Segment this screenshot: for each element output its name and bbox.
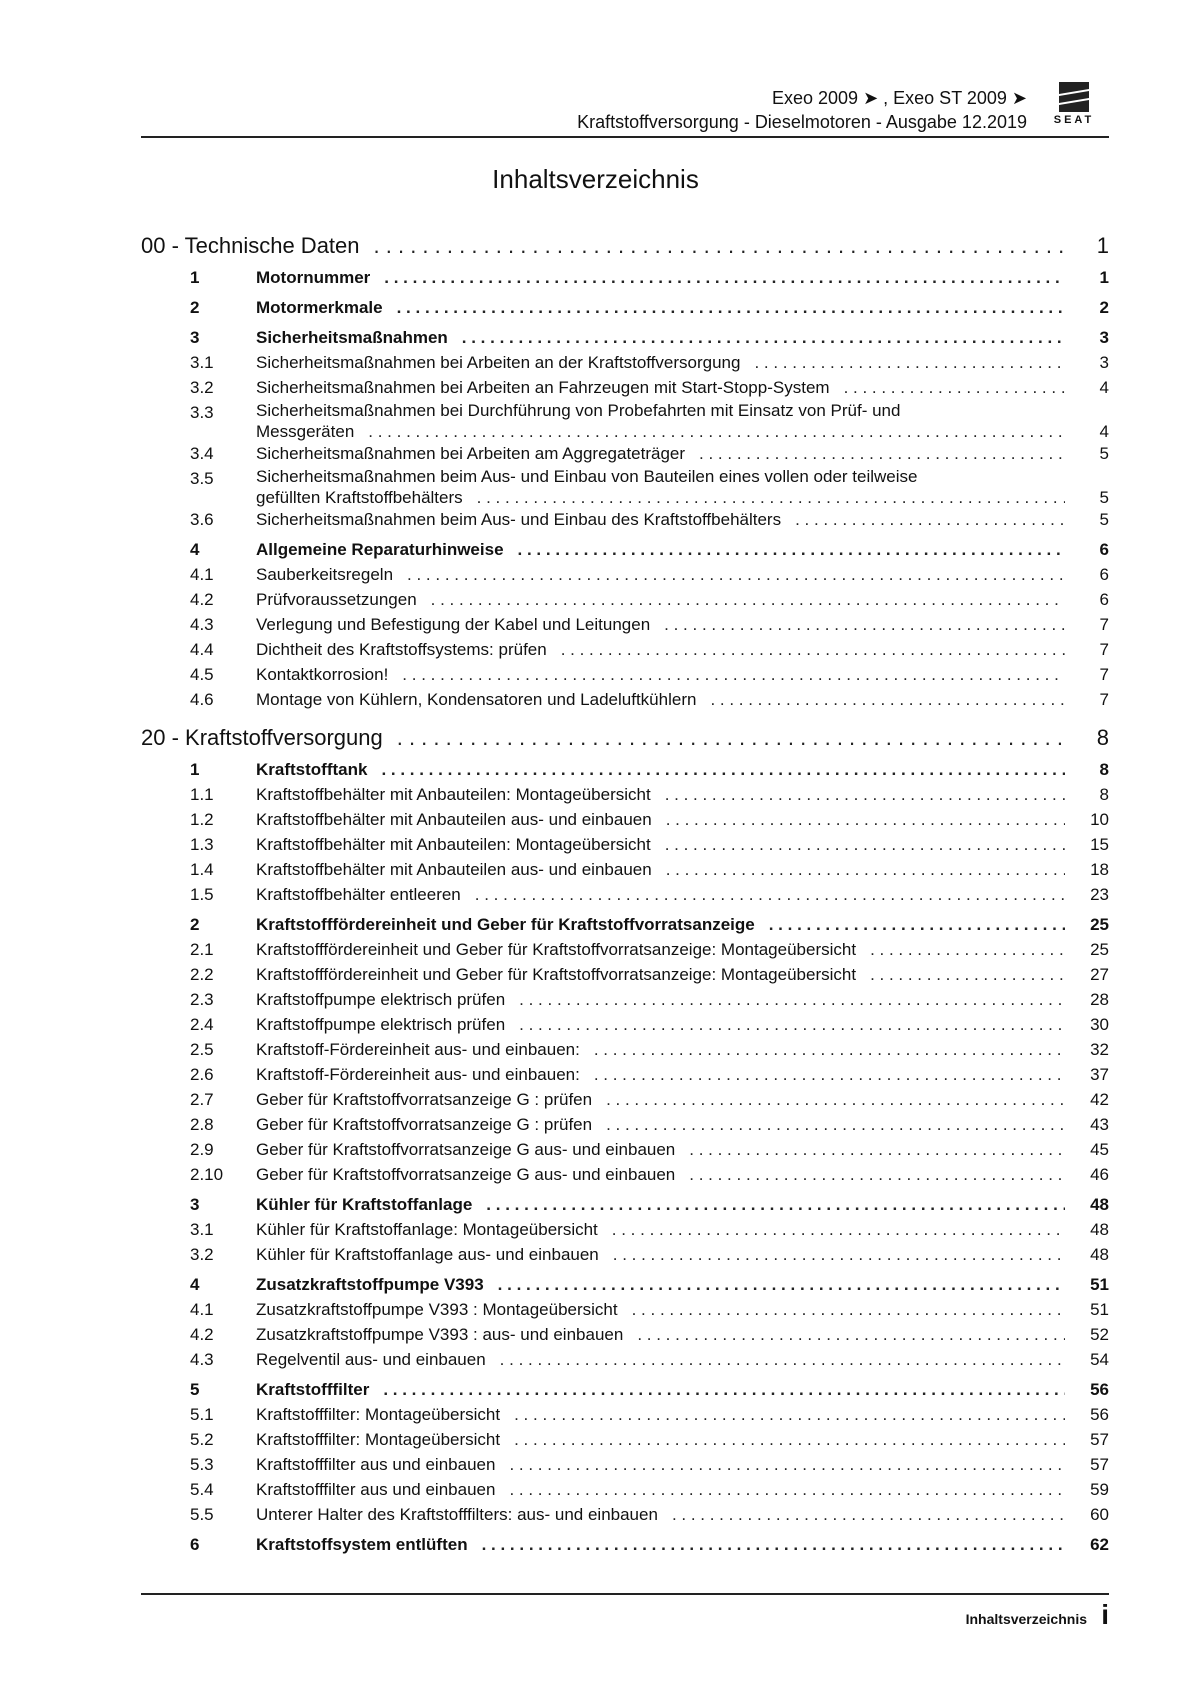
toc-entry[interactable] — [141, 782, 1109, 807]
entry-title-cont: gefüllten Kraftstoffbehälters — [256, 488, 463, 507]
entry-title: Kontaktkorrosion! — [256, 665, 389, 684]
toc-entry[interactable] — [141, 562, 1109, 587]
leader-dots — [514, 1402, 1065, 1427]
document-subtitle: Kraftstoffversorgung - Dieselmotoren - Ausgabe 12.2019 — [577, 112, 1027, 132]
entry-number: 1.1 — [190, 785, 214, 804]
entry-number: 5.1 — [190, 1405, 214, 1424]
entry-page: 48 — [1090, 1245, 1109, 1264]
entry-number: 2.2 — [190, 965, 214, 984]
entry-page: 62 — [1090, 1535, 1109, 1554]
leader-dots — [486, 1192, 1065, 1217]
entry-title: Geber für Kraftstoffvorratsanzeige G aus- und einbauen — [256, 1165, 676, 1184]
toc-entry[interactable] — [141, 375, 1109, 400]
entry-number: 4.6 — [190, 690, 214, 709]
leader-dots — [795, 507, 1065, 532]
leader-dots — [462, 325, 1065, 350]
toc-entry[interactable] — [141, 325, 1109, 350]
toc-entry[interactable] — [141, 507, 1109, 532]
entry-page: 30 — [1090, 1015, 1109, 1034]
leader-dots — [689, 1162, 1065, 1187]
entry-number: 3.5 — [190, 469, 214, 488]
leader-dots — [383, 1377, 1065, 1402]
entry-title: Allgemeine Reparaturhinweise — [256, 540, 504, 559]
leader-dots — [664, 612, 1065, 637]
entry-number: 4.1 — [190, 1300, 214, 1319]
toc-entry[interactable] — [141, 466, 1109, 507]
entry-number: 3.1 — [190, 1220, 214, 1239]
entry-title: Kraftstofffilter aus und einbauen — [256, 1480, 496, 1499]
entry-title: Sauberkeitsregeln — [256, 565, 394, 584]
entry-number: 4 — [190, 1275, 200, 1294]
page-title: Inhaltsverzeichnis — [492, 164, 699, 194]
entry-title: Sicherheitsmaßnahmen bei Arbeiten an der Kraftstoffversorgung — [256, 353, 741, 372]
entry-number: 2.9 — [190, 1140, 214, 1159]
toc-entry[interactable] — [141, 265, 1109, 290]
toc-entry[interactable] — [141, 295, 1109, 320]
chapter-title: 20 - Kraftstoffversorgung — [141, 725, 383, 750]
entry-page: 54 — [1090, 1350, 1109, 1369]
toc-entry[interactable] — [141, 1452, 1109, 1477]
entry-title: Geber für Kraftstoffvorratsanzeige G : prüfen — [256, 1115, 593, 1134]
entry-title: Kraftstoff-Fördereinheit aus- und einbauen: — [256, 1065, 580, 1084]
entry-number: 4.3 — [190, 1350, 214, 1369]
entry-number: 2.5 — [190, 1040, 214, 1059]
entry-title: Kraftstoffbehälter mit Anbauteilen aus- und einbauen — [256, 810, 652, 829]
entry-number: 1.5 — [190, 885, 214, 904]
entry-number: 4.2 — [190, 1325, 214, 1344]
entry-number: 3 — [190, 328, 200, 347]
leader-dots — [613, 1242, 1065, 1267]
entry-title: Sicherheitsmaßnahmen bei Arbeiten am Aggregateträger — [256, 444, 686, 463]
entry-title: Dichtheit des Kraftstoffsystems: prüfen — [256, 640, 547, 659]
entry-page: 25 — [1090, 940, 1109, 959]
leader-dots — [477, 488, 1065, 507]
entry-title: Kühler für Kraftstoffanlage — [256, 1195, 473, 1214]
entry-number: 5.2 — [190, 1430, 214, 1449]
entry-page: 18 — [1090, 860, 1109, 879]
entry-title: Sicherheitsmaßnahmen bei Durchführung von Probefahrten mit Einsatz von Prüf- und — [256, 401, 901, 420]
leader-dots — [637, 1322, 1065, 1347]
entry-page: 56 — [1090, 1405, 1109, 1424]
entry-title: Zusatzkraftstoffpumpe V393 : Montageübersicht — [256, 1300, 618, 1319]
toc-entry[interactable] — [141, 1322, 1109, 1347]
toc-entry[interactable] — [141, 1402, 1109, 1427]
entry-title: Kraftstofffördereinheit und Geber für Kraftstoffvorratsanzeige: Montageübersicht — [256, 940, 857, 959]
toc-entry[interactable] — [141, 1347, 1109, 1372]
entry-title: Sicherheitsmaßnahmen beim Aus- und Einbau von Bauteilen eines vollen oder teilweise — [256, 467, 918, 486]
entry-page: 56 — [1090, 1380, 1109, 1399]
entry-page: 28 — [1090, 990, 1109, 1009]
entry-page: 7 — [1099, 640, 1109, 659]
seat-logo — [1045, 80, 1103, 126]
toc-entry[interactable] — [141, 1502, 1109, 1527]
entry-page: 48 — [1090, 1220, 1109, 1239]
entry-page: 32 — [1090, 1040, 1109, 1059]
entry-number: 2 — [190, 298, 200, 317]
leader-dots — [606, 1087, 1065, 1112]
toc-entry[interactable] — [141, 1217, 1109, 1242]
leader-dots — [632, 1297, 1065, 1322]
leader-dots — [509, 1452, 1065, 1477]
leader-dots — [482, 1532, 1065, 1557]
entry-page: 3 — [1099, 353, 1109, 372]
entry-number: 3.6 — [190, 510, 214, 529]
entry-number: 3.2 — [190, 378, 214, 397]
entry-title: Motormerkmale — [256, 298, 383, 317]
entry-number: 1 — [190, 268, 200, 287]
entry-title: Motornummer — [256, 268, 371, 287]
entry-page: 57 — [1090, 1430, 1109, 1449]
entry-page: 7 — [1099, 615, 1109, 634]
entry-title: Kraftstoffbehälter mit Anbauteilen: Montageübersicht — [256, 785, 651, 804]
leader-dots — [699, 441, 1065, 466]
page-footer — [141, 1593, 1109, 1635]
entry-number: 5.3 — [190, 1455, 214, 1474]
leader-dots — [561, 637, 1065, 662]
leader-dots — [431, 587, 1065, 612]
leader-dots — [769, 912, 1065, 937]
entry-page: 37 — [1090, 1065, 1109, 1084]
entry-number: 1.4 — [190, 860, 214, 879]
toc-entry[interactable] — [141, 1087, 1109, 1112]
entry-title: Kraftstofffilter: Montageübersicht — [256, 1405, 501, 1424]
footer-label: Inhaltsverzeichnis — [965, 1611, 1087, 1627]
entry-title: Zusatzkraftstoffpumpe V393 : aus- und einbauen — [256, 1325, 624, 1344]
entry-page: 1 — [1099, 268, 1109, 287]
entry-number: 2.3 — [190, 990, 214, 1009]
toc-entry[interactable] — [141, 400, 1109, 441]
entry-page: 59 — [1090, 1480, 1109, 1499]
entry-title: Geber für Kraftstoffvorratsanzeige G : prüfen — [256, 1090, 593, 1109]
entry-title: Zusatzkraftstoffpumpe V393 — [256, 1275, 484, 1294]
entry-page: 4 — [1099, 422, 1109, 441]
model-line: Exeo 2009 ➤ , Exeo ST 2009 ➤ — [772, 88, 1027, 108]
leader-dots — [672, 1502, 1065, 1527]
leader-dots — [368, 422, 1065, 441]
leader-dots — [665, 832, 1065, 857]
toc-entry[interactable] — [141, 912, 1109, 937]
toc-entry[interactable] — [141, 807, 1109, 832]
entry-number: 4.2 — [190, 590, 214, 609]
leader-dots — [870, 937, 1065, 962]
entry-number: 3.1 — [190, 353, 214, 372]
entry-page: 3 — [1099, 328, 1109, 347]
entry-title: Kraftstofftank — [256, 760, 368, 779]
entry-number: 4.3 — [190, 615, 214, 634]
leader-dots — [509, 1477, 1065, 1502]
entry-number: 1 — [190, 760, 200, 779]
entry-number: 2.10 — [190, 1165, 224, 1184]
leader-dots — [381, 757, 1065, 782]
leader-dots — [374, 232, 1065, 260]
entry-title: Verlegung und Befestigung der Kabel und Leitungen — [256, 615, 651, 634]
leader-dots — [397, 724, 1065, 752]
entry-number: 5 — [190, 1380, 200, 1399]
toc-chapter[interactable] — [141, 232, 1109, 260]
leader-dots — [666, 857, 1065, 882]
entry-page: 6 — [1099, 590, 1109, 609]
toc-entry[interactable] — [141, 962, 1109, 987]
entry-page: 51 — [1090, 1275, 1109, 1294]
leader-dots — [710, 687, 1065, 712]
leader-dots — [397, 295, 1065, 320]
entry-page: 43 — [1090, 1115, 1109, 1134]
entry-number: 3.4 — [190, 444, 214, 463]
leader-dots — [665, 782, 1065, 807]
entry-page: 27 — [1090, 965, 1109, 984]
entry-title: Kraftstofffilter aus und einbauen — [256, 1455, 496, 1474]
chapter-page: 8 — [1096, 725, 1109, 750]
entry-number: 4.5 — [190, 665, 214, 684]
toc-entry[interactable] — [141, 1037, 1109, 1062]
entry-number: 3.3 — [190, 403, 214, 422]
toc-entry[interactable] — [141, 441, 1109, 466]
leader-dots — [754, 350, 1065, 375]
leader-dots — [498, 1272, 1065, 1297]
leader-dots — [689, 1137, 1065, 1162]
entry-page: 5 — [1099, 510, 1109, 529]
toc-entry[interactable] — [141, 1427, 1109, 1452]
entry-number: 2.6 — [190, 1065, 214, 1084]
entry-page: 8 — [1099, 760, 1109, 779]
leader-dots — [402, 662, 1065, 687]
entry-number: 5.4 — [190, 1480, 214, 1499]
entry-number: 2.4 — [190, 1015, 214, 1034]
toc-entry[interactable] — [141, 587, 1109, 612]
toc-entry[interactable] — [141, 537, 1109, 562]
leader-dots — [606, 1112, 1065, 1137]
page-header — [141, 80, 1109, 138]
entry-title: Kraftstoffsystem entlüften — [256, 1535, 468, 1554]
toc-entry[interactable] — [141, 1532, 1109, 1557]
leader-dots — [870, 962, 1065, 987]
entry-number: 1.3 — [190, 835, 214, 854]
entry-number: 3 — [190, 1195, 200, 1214]
entry-title: Kraftstoffbehälter mit Anbauteilen aus- und einbauen — [256, 860, 652, 879]
entry-title: Kraftstofffilter: Montageübersicht — [256, 1430, 501, 1449]
entry-title: Kraftstoff-Fördereinheit aus- und einbauen: — [256, 1040, 580, 1059]
toc-entry[interactable] — [141, 1377, 1109, 1402]
toc-entry[interactable] — [141, 1112, 1109, 1137]
table-of-contents — [141, 232, 1109, 1557]
toc-entry[interactable] — [141, 350, 1109, 375]
entry-title: Kühler für Kraftstoffanlage: Montageübersicht — [256, 1220, 598, 1239]
entry-page: 23 — [1090, 885, 1109, 904]
entry-number: 2.1 — [190, 940, 214, 959]
entry-page: 7 — [1099, 665, 1109, 684]
entry-page: 5 — [1099, 444, 1109, 463]
toc-entry[interactable] — [141, 1477, 1109, 1502]
toc-entry[interactable] — [141, 757, 1109, 782]
leader-dots — [514, 1427, 1065, 1452]
toc-entry[interactable] — [141, 832, 1109, 857]
entry-page: 42 — [1090, 1090, 1109, 1109]
toc-entry[interactable] — [141, 1012, 1109, 1037]
entry-title-cont: Messgeräten — [256, 422, 355, 441]
toc-entry[interactable] — [141, 937, 1109, 962]
entry-number: 4 — [190, 540, 200, 559]
leader-dots — [518, 537, 1065, 562]
entry-number: 4.1 — [190, 565, 214, 584]
leader-dots — [612, 1217, 1065, 1242]
toc-entry[interactable] — [141, 687, 1109, 712]
toc-entry[interactable] — [141, 987, 1109, 1012]
leader-dots — [594, 1037, 1065, 1062]
entry-page: 4 — [1099, 378, 1109, 397]
entry-title: Kraftstoffbehälter mit Anbauteilen: Montageübersicht — [256, 835, 651, 854]
toc-entry[interactable] — [141, 882, 1109, 907]
toc-entry[interactable] — [141, 1062, 1109, 1087]
entry-page: 52 — [1090, 1325, 1109, 1344]
entry-title: Sicherheitsmaßnahmen bei Arbeiten an Fahrzeugen mit Start-Stopp-System — [256, 378, 830, 397]
toc-entry[interactable] — [141, 1137, 1109, 1162]
entry-page: 46 — [1090, 1165, 1109, 1184]
entry-title: Montage von Kühlern, Kondensatoren und Ladeluftkühlern — [256, 690, 697, 709]
entry-number: 2 — [190, 915, 200, 934]
entry-title: Kühler für Kraftstoffanlage aus- und einbauen — [256, 1245, 599, 1264]
toc-entry[interactable] — [141, 1192, 1109, 1217]
entry-title: Kraftstofffördereinheit und Geber für Kraftstoffvorratsanzeige — [256, 915, 755, 934]
toc-entry[interactable] — [141, 1162, 1109, 1187]
page-number: i — [1101, 1599, 1109, 1630]
entry-number: 4.4 — [190, 640, 214, 659]
entry-page: 51 — [1090, 1300, 1109, 1319]
entry-number: 6 — [190, 1535, 200, 1554]
leader-dots — [519, 1012, 1065, 1037]
entry-page: 25 — [1090, 915, 1109, 934]
leader-dots — [407, 562, 1065, 587]
entry-number: 2.7 — [190, 1090, 214, 1109]
toc-entry[interactable] — [141, 612, 1109, 637]
toc-entry[interactable] — [141, 857, 1109, 882]
entry-title: Unterer Halter des Kraftstofffilters: aus- und einbauen — [256, 1505, 658, 1524]
entry-title: Sicherheitsmaßnahmen — [256, 328, 448, 347]
entry-title: Kraftstoffpumpe elektrisch prüfen — [256, 1015, 506, 1034]
toc-entry[interactable] — [141, 1297, 1109, 1322]
toc-entry[interactable] — [141, 1272, 1109, 1297]
leader-dots — [500, 1347, 1065, 1372]
entry-page: 6 — [1099, 565, 1109, 584]
entry-page: 8 — [1099, 785, 1109, 804]
chapter-page: 1 — [1096, 233, 1109, 258]
entry-title: Regelventil aus- und einbauen — [256, 1350, 486, 1369]
seat-s-icon — [1045, 80, 1103, 114]
entry-page: 57 — [1090, 1455, 1109, 1474]
leader-dots — [594, 1062, 1065, 1087]
entry-number: 5.5 — [190, 1505, 214, 1524]
toc-entry[interactable] — [141, 1242, 1109, 1267]
entry-title: Kraftstoffbehälter entleeren — [256, 885, 461, 904]
chapter-title: 00 - Technische Daten — [141, 233, 360, 258]
entry-title: Sicherheitsmaßnahmen beim Aus- und Einbau des Kraftstoffbehälters — [256, 510, 782, 529]
entry-page: 15 — [1090, 835, 1109, 854]
leader-dots — [475, 882, 1065, 907]
entry-number: 3.2 — [190, 1245, 214, 1264]
entry-page: 48 — [1090, 1195, 1109, 1214]
entry-page: 10 — [1090, 810, 1109, 829]
toc-chapter[interactable] — [141, 724, 1109, 752]
entry-number: 2.8 — [190, 1115, 214, 1134]
entry-title: Kraftstofffilter — [256, 1380, 370, 1399]
entry-page: 5 — [1099, 488, 1109, 507]
entry-page: 7 — [1099, 690, 1109, 709]
entry-title: Prüfvoraussetzungen — [256, 590, 417, 609]
entry-number: 1.2 — [190, 810, 214, 829]
toc-entry[interactable] — [141, 637, 1109, 662]
toc-entry[interactable] — [141, 662, 1109, 687]
leader-dots — [519, 987, 1065, 1012]
entry-title: Geber für Kraftstoffvorratsanzeige G aus- und einbauen — [256, 1140, 676, 1159]
entry-page: 60 — [1090, 1505, 1109, 1524]
entry-title: Kraftstoffpumpe elektrisch prüfen — [256, 990, 506, 1009]
leader-dots — [384, 265, 1065, 290]
leader-dots — [666, 807, 1065, 832]
leader-dots — [844, 375, 1065, 400]
entry-page: 45 — [1090, 1140, 1109, 1159]
brand-name: SEAT — [1053, 114, 1095, 126]
entry-page: 2 — [1099, 298, 1109, 317]
entry-title: Kraftstofffördereinheit und Geber für Kraftstoffvorratsanzeige: Montageübersicht — [256, 965, 857, 984]
entry-page: 6 — [1099, 540, 1109, 559]
